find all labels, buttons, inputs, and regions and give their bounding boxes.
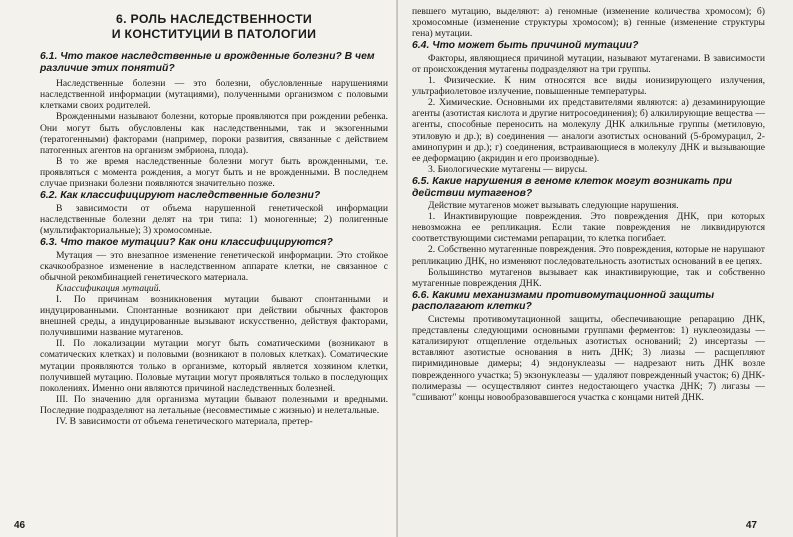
- paragraph-congenital-def: Врожденными называют болезни, которые проявляются при рождении ребенка. Они могут быть обусловлены как наследственными, так и экзогенными (тератогенными) факторами (например, пороки развития, связанные с действием патогенных агентов на организм эмбриона, плода).: [40, 111, 388, 156]
- question-6-2: 6.2. Как классифицируют наследственные болезни?: [40, 190, 321, 202]
- question-6-6: 6.6. Какими механизмами противомутационной защиты располагают клетки?: [412, 289, 715, 313]
- paragraph-classification: В зависимости от объема нарушенной генетической информации наследственные болезни делят на три типа: 1) моногенные; 2) полигенные (мультифакториальные); 3) хромосомные.: [40, 202, 388, 236]
- chapter-title-line1: 6. РОЛЬ НАСЛЕДСТВЕННОСТИ: [115, 12, 313, 26]
- paragraph-by-cause: I. По причинам возникновения мутации бывают спонтанными и индуцированными. Спонтанные возникают при действии обычных факторов внешней среды, а индуцированные вызывают искусственно, действуя факторами, получившими название мутагенов.: [40, 293, 388, 339]
- page-number-right: 47: [745, 520, 757, 531]
- paragraph-mutation-types: певшего мутацию, выделяют: а) геномные (изменение количества хромосом); б) хромосомные (изменение структуры хромосом); в) генные (изменение структуры гена) мутации.: [412, 6, 765, 40]
- paragraph-effects: Действие мутагенов может вызывать следующие нарушения.: [428, 200, 679, 212]
- question-6-5: 6.5. Какие нарушения в геноме клеток могут возникать при действии мутагенов?: [412, 175, 732, 199]
- chapter-title-line2: И КОНСТИТУЦИИ В ПАТОЛОГИИ: [111, 27, 317, 41]
- paragraph-by-significance: III. По значению для организма мутации бывают полезными и вредными. Последние подразделяют на летальные (несовместимые с жизнью) и нелетальные.: [40, 393, 388, 416]
- paragraph-biological: 3. Биологические мутагены — вирусы.: [428, 163, 588, 175]
- chapter-title: [40, 12, 388, 42]
- classification-heading: Классификация мутаций.: [56, 282, 161, 294]
- paragraph-majority: Большинство мутагенов вызывает как инактивирующие, так и собственно мутагенные повреждения ДНК.: [412, 266, 765, 289]
- paragraph-mutagens: Факторы, являющиеся причиной мутации, называют мутагенами. В зависимости от происхождения мутагены подразделяют на три группы.: [412, 52, 765, 75]
- question-6-4: 6.4. Что может быть причиной мутации?: [412, 40, 639, 52]
- paragraph-hereditary-def: Наследственные болезни — это болезни, обусловленные нарушениями наследственной информации (мутациями), полученными организмом с половыми клетками своих родителей.: [40, 78, 388, 112]
- page-number-left: 46: [14, 520, 26, 531]
- right-page: [398, 0, 793, 537]
- paragraph-hereditary-congenital: В то же время наследственные болезни могут быть врожденными, т.е. проявляться с момента рождения, а могут быть и не врожденными. В последнем случае признаки болезни появляются значительно позже.: [40, 155, 388, 190]
- question-6-3: 6.3. Что такое мутации? Как они классифицируются?: [40, 237, 333, 248]
- paragraph-inactivating: 1. Инактивирующие повреждения. Это повреждения ДНК, при которых невозможна ее репликация. Если такие повреждения не ликвидируются соответствующими системами репарации, то клетка погибает.: [412, 211, 765, 245]
- paragraph-by-volume: IV. В зависимости от объема генетического материала, претер-: [56, 416, 313, 427]
- paragraph-chemical: 2. Химические. Основными их представителями являются: а) дезаминирующие агенты (азотистая кислота и другие нитросоединения); б) алкилирующие вещества — агенты, способные переносить на молекулу ДНК алкильные группы (метиловую, этиловую и др.); в) соединения — аналоги азотистых оснований (5-бромурацил, 2-аминопурин и др.); г) соединения, встраивающиеся в молекулу ДНК и вызывающие ее деформацию (акридин и его производные).: [412, 97, 765, 164]
- paragraph-mutation-def: Мутация — это внезапное изменение генетической информации. Это стойкое скачкообразное изменение в наследственном аппарате клетки, не связанное с обычной рекомбинацией генетического материала.: [40, 249, 388, 283]
- paragraph-physical: 1. Физические. К ним относятся все виды ионизирующего излучения, ультрафиолетовое излучение, повышенные температуры.: [412, 75, 765, 98]
- paragraph-mutagenic: 2. Собственно мутагенные повреждения. Это повреждения, которые не нарушают репликацию ДНК, но изменяют последовательность азотистых оснований в ее цепях.: [412, 244, 765, 267]
- question-6-1: 6.1. Что такое наследственные и врожденные болезни? В чем различие этих понятий?: [40, 51, 375, 74]
- paragraph-repair-systems: Системы противомутационной защиты, обеспечивающие репарацию ДНК, представлены следующими основными группами ферментов: 1) нуклеозидазы — катализируют отщепление отдельных азотистых оснований; 2) инсертазы — вставляют азотистые основания в нить ДНК; 3) лиазы — расщепляют пиримидиновые димеры; 4) эндонуклеазы — надрезают нить ДНК возле поврежденного участка; 5) экзонуклеазы — удаляют поврежденный участок; 6) ДНК-полимеразы — осуществляют синтез недостающего участка ДНК; 7) лигазы — "сшивают" концы новообразовавшегося участка с концами нитей ДНК.: [412, 314, 765, 403]
- paragraph-by-location: II. По локализации мутации могут быть соматическими (возникают в соматических клетках) и половыми (возникают в половых клетках). Соматические мутации проявляются только в организме, который является хозяином клетки, получившей мутацию. Половые мутации могут проявляться только в последующих поколениях. Именно они являются причиной наследственных болезней.: [40, 338, 388, 394]
